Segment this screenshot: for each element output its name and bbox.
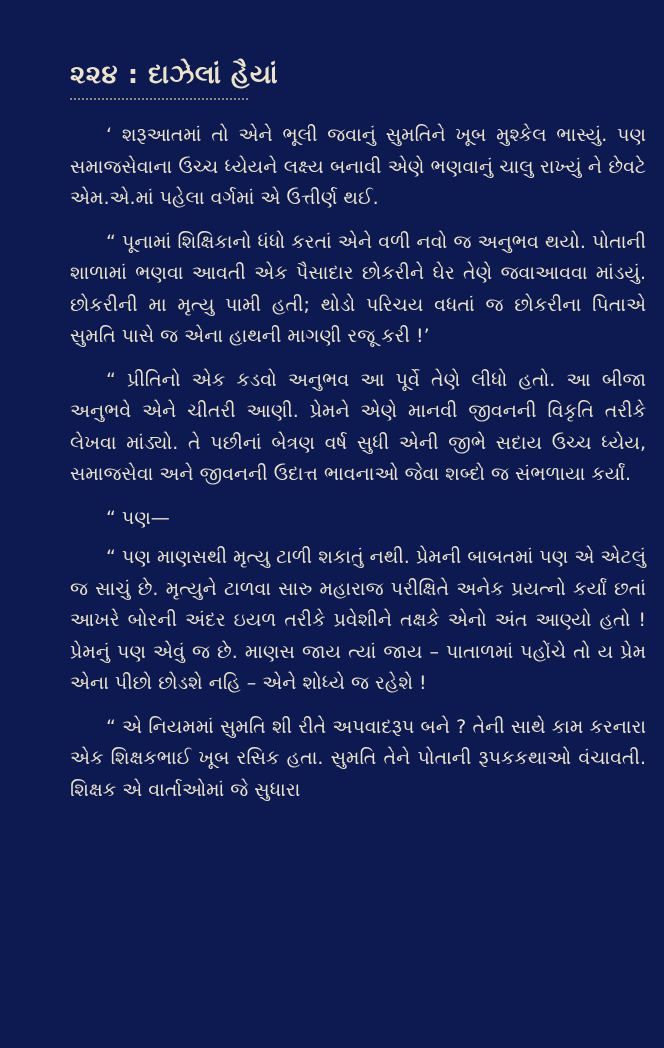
paragraph-4: “ પણ— bbox=[106, 506, 170, 529]
paragraph-2: “ પૂનામાં શિક્ષિકાનો ધંધો કરતાં એને વળી નવો જ અનુભવ થયો. પોતાની શાળામાં ભણવા આવતી એક પૈસાદાર છોકરીને ઘેર તેણે જવાઆવવા માંડયું. છોકરીની મા મૃત્યુ પામી હતી; થોડો પરિચય વધતાં જ છોકરીના પિતાએ સુમતિ પાસે જ એના હાથની માગણી રજૂ કરી !’ bbox=[70, 230, 646, 347]
paragraph-6: “ એ નિયમમાં સુમતિ શી રીતે અપવાદરૂપ બને ? તેની સાથે કામ કરનારા એક શિક્ષકભાઈ ખૂબ રસિક હતા. સુમતિ તેને પોતાની રૂપકકથાઓ વંચાવતી. શિક્ષક એ વાર્તાઓમાં જે સુધારા bbox=[70, 715, 646, 801]
body-text bbox=[70, 120, 646, 818]
paragraph-1: ‘ શરૂઆતમાં તો એને ભૂલી જવાનું સુમતિને ખૂબ મુશ્કેલ ભાસ્યું. પણ સમાજસેવાના ઉચ્ચ ધ્યેયને લક્ષ્ય બનાવી એણે ભણવાનું ચાલુ રાખ્યું ને છેવટે એમ.એ.માં પહેલા વર્ગમાં એ ઉત્તીર્ણ થઈ. bbox=[70, 124, 646, 209]
header-underline bbox=[70, 98, 248, 100]
paragraph-3: “ પ્રીતિનો એક કડવો અનુભવ આ પૂર્વે તેણે લીધો હતો. આ બીજા અનુભવે એને ચીતરી આણી. પ્રેમને એણે માનવી જીવનની વિકૃતિ તરીકે લેખવા માંડ્યો. તે પછીનાં બેત્રણ વર્ષ સુધી એની જીભે સદાય ઉચ્ચ ધ્યેય, સમાજસેવા અને જીવનની ઉદાત્ત ભાવનાઓ જેવા શબ્દો જ સંભળાયા કર્યાં. bbox=[70, 368, 646, 485]
paragraph-5: “ પણ માણસથી મૃત્યુ ટાળી શકાતું નથી. પ્રેમની બાબતમાં પણ એ એટલું જ સાચું છે. મૃત્યુને ટાળવા સારુ મહારાજ પરીક્ષિતે અનેક પ્રયત્નો કર્યાં છતાં આખરે બોરની અંદર ઇયળ તરીકે પ્રવેશીને તક્ષકે એનો અંત આણ્યો હતો ! પ્રેમનું પણ એવું જ છે. માણસ જાય ત્યાં જાય – પાતાળમાં પહોંચે તો ય પ્રેમ એના પીછો છોડશે નહિ – એને શોધ્યે જ રહેશે ! bbox=[70, 546, 646, 694]
page-header: ૨૨૪ : દાઝેલાં હૈયાં bbox=[70, 60, 279, 90]
